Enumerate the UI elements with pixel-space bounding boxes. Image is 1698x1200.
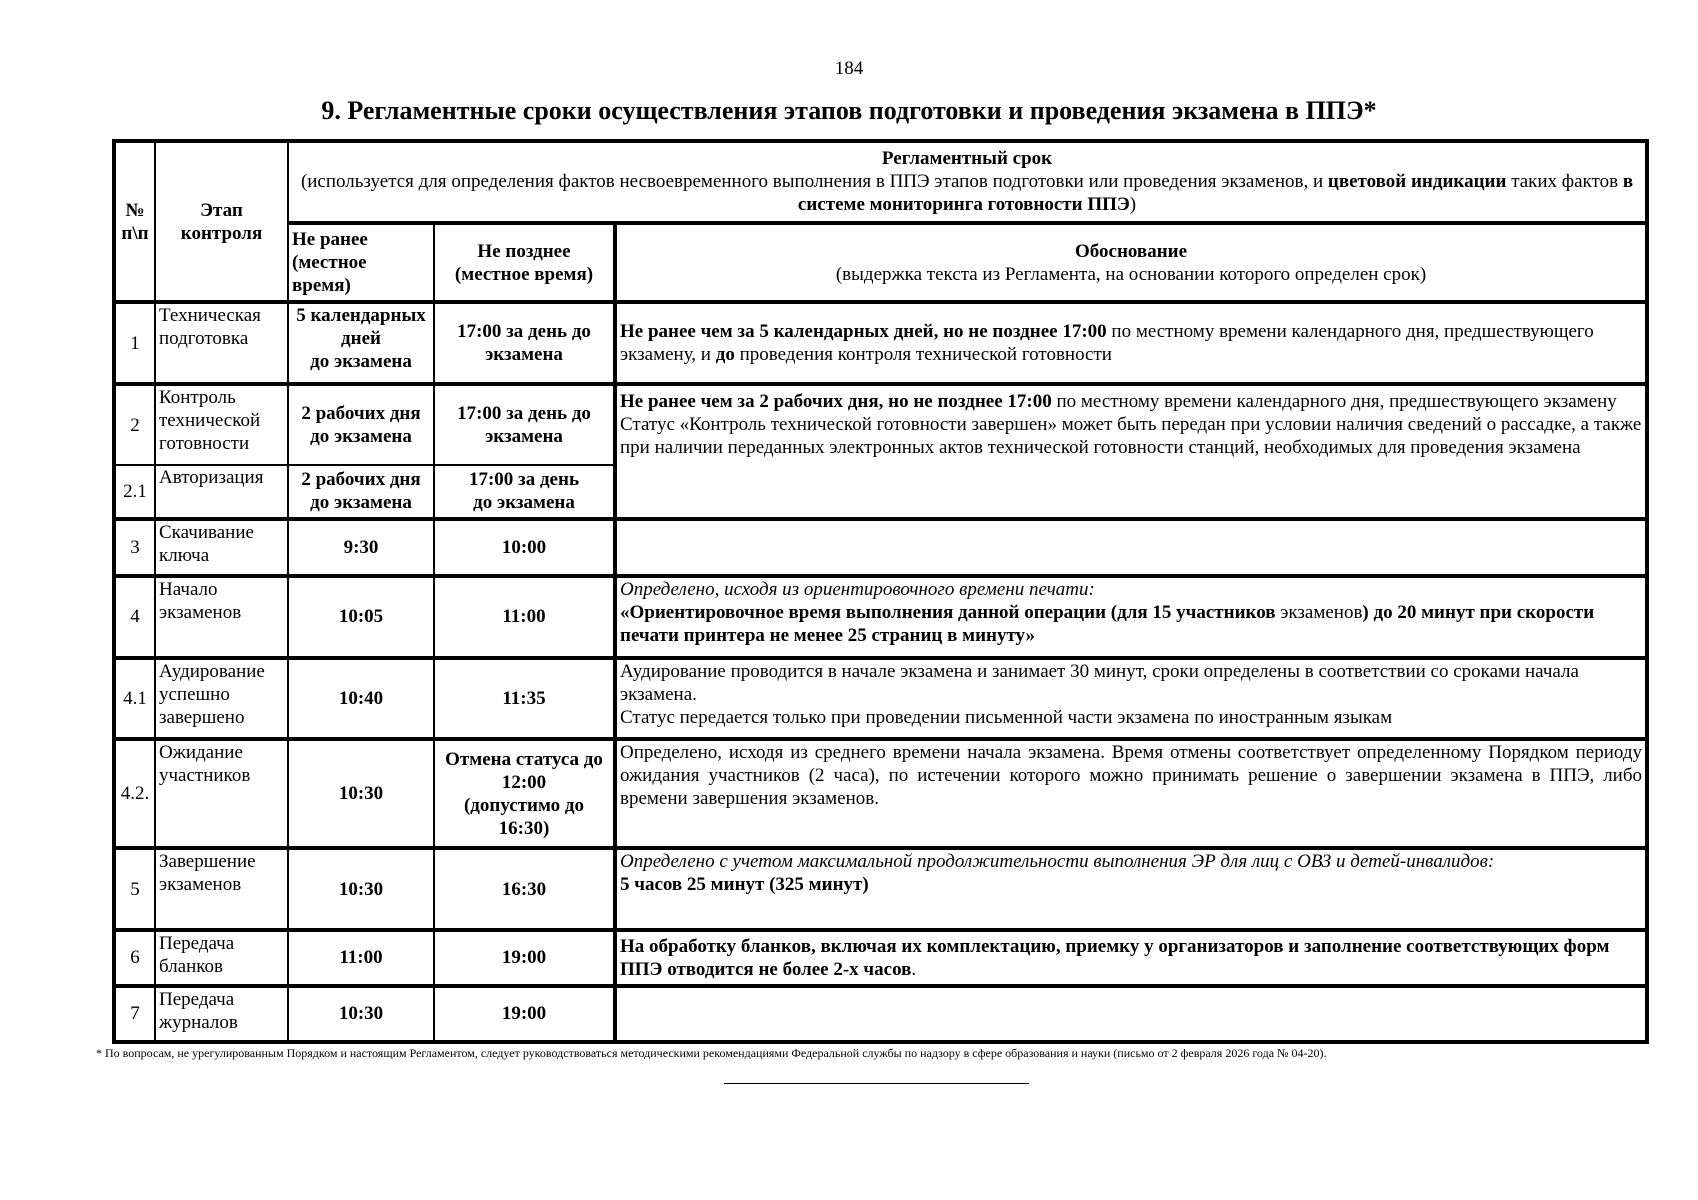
row-not-before: 2 рабочих дня до экзамена [288,384,434,465]
row-num: 6 [114,930,155,986]
row-stage: Начало экзаменов [155,576,288,658]
row-num: 2 [114,384,155,465]
row-basis: На обработку бланков, включая их комплектацию, приемку у организаторов и заполнение соответствующих форм ППЭ отводится не более 2-х часов. [615,930,1647,986]
row-not-before: 10:05 [288,576,434,658]
header-stage: Этап контроля [155,141,288,302]
row-num: 7 [114,986,155,1042]
page-title: 9. Регламентные сроки осуществления этапов подготовки и проведения экзамена в ППЭ* [321,96,1377,125]
row-stage: Завершение экзаменов [155,848,288,930]
header-num: № п\п [114,141,155,302]
header-basis [615,223,1647,303]
header-not-before: Не ранее (местное время) [288,223,434,303]
row-num: 4.2. [114,739,155,848]
row-num: 4.1 [114,658,155,740]
row-stage: Авторизация [155,465,288,519]
row-not-before: 10:30 [288,848,434,930]
table-row [114,302,1647,384]
schedule-table [112,139,1649,1044]
row-stage: Аудирование успешно завершено [155,658,288,740]
row-stage: Техническая подготовка [155,302,288,384]
row-num: 4 [114,576,155,658]
header-basis-subtitle: (выдержка текста из Регламента, на основании которого определен срок) [835,263,1427,285]
row-basis: Определено, исходя из ориентировочного времени печати: «Ориентировочное время выполнения данной операции (для 15 участников экзаменов) до 20 минут при скорости печати принтера не менее 25 страниц в минуту» [615,576,1647,658]
row-stage: Ожидание участников [155,739,288,848]
row-not-later: 16:30 [434,848,615,930]
header-regulation-term [288,141,1647,223]
page-number: 184 [834,58,864,79]
table-row [114,986,1647,1042]
table-row [114,658,1647,740]
table-row [114,576,1647,658]
row-not-later: 19:00 [434,930,615,986]
header-regulation-title: Регламентный срок [881,148,1053,170]
table-header-row-2 [114,223,1647,303]
row-not-before: 5 календарных дней до экзамена [288,302,434,384]
row-stage: Передача журналов [155,986,288,1042]
row-not-before: 11:00 [288,930,434,986]
row-not-later: 17:00 за день до экзамена [434,302,615,384]
table-row [114,384,1647,465]
footer-divider [724,1083,1029,1084]
row-stage: Скачивание ключа [155,519,288,576]
row-not-later: 10:00 [434,519,615,576]
row-num: 2.1 [114,465,155,519]
row-not-before: 10:40 [288,658,434,740]
row-basis: Определено, исходя из среднего времени начала экзамена. Время отмены соответствует определенному Порядком периоду ожидания участников (2 часа), по истечении которого можно принимать решение о завершении экзамена в ППЭ, либо времени завершения экзаменов. [615,739,1647,848]
header-regulation-subtitle: (используется для определения фактов несвоевременного выполнения в ППЭ этапов подготовки или проведения экзаменов, и цветовой индикации таких фактов в системе мониторинга готовности ППЭ) [300,171,1634,216]
table-row [114,848,1647,930]
row-basis: Не ранее чем за 5 календарных дней, но не позднее 17:00 по местному времени календарного дня, предшествующего экзамену, и до проведения контроля технической готовности [615,302,1647,384]
row-not-before: 2 рабочих дня до экзамена [288,465,434,519]
header-not-later: Не позднее (местное время) [434,223,615,303]
table-row [114,519,1647,576]
row-num: 1 [114,302,155,384]
footnote: * По вопросам, не урегулированным Порядком и настоящим Регламентом, следует руководствоваться методическими рекомендациями Федеральной службы по надзору в сфере образования и науки (письмо от 2 февраля 2026 года № 04-20). [96,1046,1327,1060]
row-not-later: 11:35 [434,658,615,740]
table-row [114,930,1647,986]
table-header-row-1 [114,141,1647,223]
row-num: 3 [114,519,155,576]
row-num: 5 [114,848,155,930]
row-not-before: 10:30 [288,986,434,1042]
row-not-later: Отмена статуса до 12:00 (допустимо до 16:30) [434,739,615,848]
row-basis: Аудирование проводится в начале экзамена и занимает 30 минут, сроки определены в соответствии со сроками начала экзамена. Статус передается только при проведении письменной части экзамена по иностранным языкам [615,658,1647,740]
row-not-later: 19:00 [434,986,615,1042]
row-stage: Передача бланков [155,930,288,986]
row-basis [615,519,1647,576]
row-not-later: 17:00 за день до экзамена [434,465,615,519]
row-not-before: 9:30 [288,519,434,576]
header-basis-title: Обоснование [1075,240,1188,262]
table-row [114,739,1647,848]
row-stage: Контроль технической готовности [155,384,288,465]
row-not-before: 10:30 [288,739,434,848]
row-basis: Определено с учетом максимальной продолжительности выполнения ЭР для лиц с ОВЗ и детей-инвалидов: 5 часов 25 минут (325 минут) [615,848,1647,930]
row-basis: Не ранее чем за 2 рабочих дня, но не позднее 17:00 по местному времени календарного дня, предшествующего экзамену Статус «Контроль технической готовности завершен» может быть передан при условии наличия сведений о рассадке, а также при наличии переданных электронных актов технической готовности станций, необходимых для проведения экзамена [615,384,1647,519]
row-not-later: 11:00 [434,576,615,658]
row-not-later: 17:00 за день до экзамена [434,384,615,465]
row-basis [615,986,1647,1042]
